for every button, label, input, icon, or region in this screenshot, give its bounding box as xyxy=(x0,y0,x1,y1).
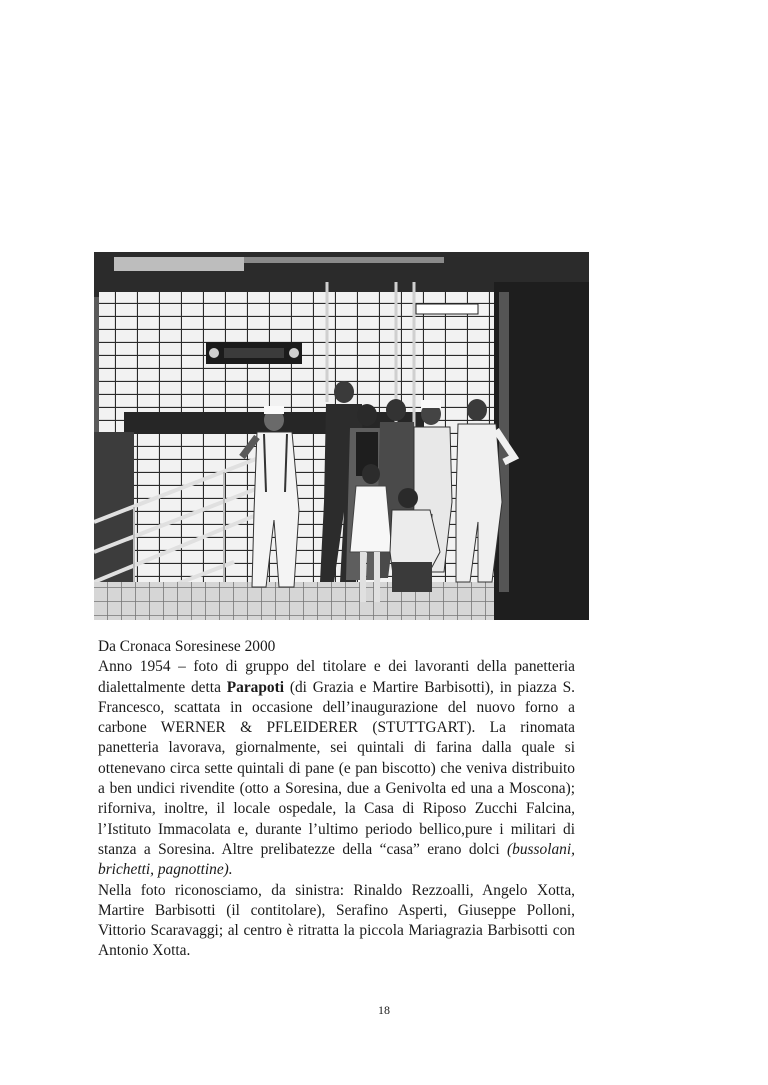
caption-paragraph xyxy=(98,657,575,880)
bakery-group-photo-illustration xyxy=(94,252,589,620)
sweets-list: (bussolani, brichetti, pagnottine). xyxy=(98,840,575,879)
caption-source: Da Cronaca Soresinese 2000 xyxy=(98,638,276,655)
caption-names-paragraph: Nella foto riconosciamo, da sinistra: Rinaldo Rezzoalli, Angelo Xotta, Martire Barbisotti (il contitolare), Serafino Asperti, Giuseppe Polloni, Vittorio Scaravaggi; al centro è ritratta la piccola Mariagrazia Barbisotti con Antonio Xotta. xyxy=(98,881,575,960)
photo-caption xyxy=(98,637,575,962)
page-number: 18 xyxy=(378,1003,390,1017)
bakery-group-photo xyxy=(94,252,589,620)
caption-lead-text: Anno 1954 – foto di gruppo del titolare e dei lavoranti della panetteria dialettalmente detta xyxy=(98,658,575,696)
bakery-name: Parapoti xyxy=(226,678,285,696)
caption-main-text: (di Grazia e Martire Barbisotti), in piazza S. Francesco, scattata in occasione dell’inaugurazione del nuovo forno a carbone WERNER & PFLEIDERER (STUTTGART). La rinomata panetteria lavorava, giornalmente, sei quintali di farina dalla quale si ottenevano circa sette quintali di pane (e pan biscotto) che veniva distribuito a ben undici rivendite (otto a Soresina, due a Genivolta ed una a Moscona); riforniva, inoltre, il locale ospedale, la Casa di Riposo Zucchi Falcina, l’Istituto Immacolata e, durante l’ultimo periodo bellico,pure i militari di stanza a Soresina. Altre prelibatezze della “casa” erano dolci xyxy=(98,678,575,858)
